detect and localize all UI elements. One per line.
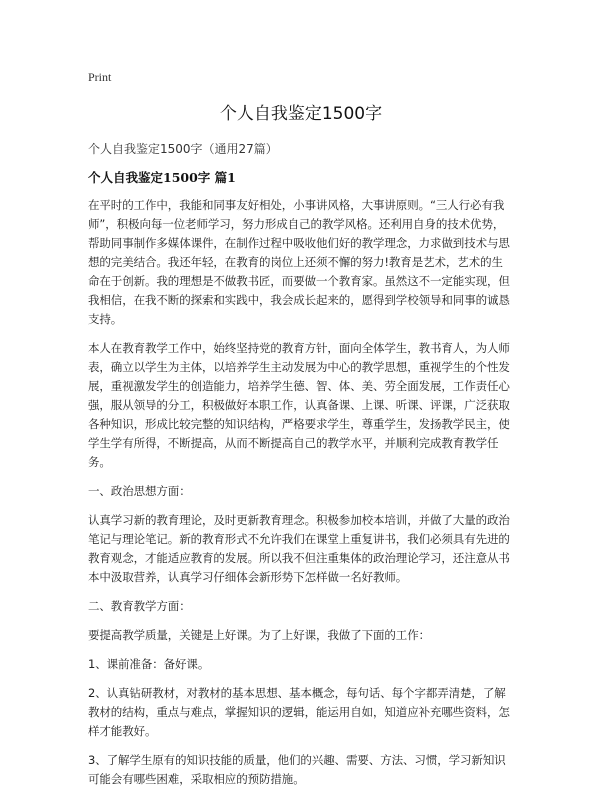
- print-link[interactable]: Print: [88, 70, 112, 84]
- paragraph-2: 本人在教育教学工作中，始终坚持党的教育方针，面向全体学生，教书育人，为人师表，确立以学生为主体，以培养学生主动发展为中心的教学思想，重视学生的个性发展，重视激发学生的创造能力，培养学生德、智、体、美、劳全面发展，工作责任心强，服从领导的分工，积极做好本职工作，认真备课、上课、听课、评课，广泛获取各种知识，形成比较完整的知识结构，严格要求学生，尊重学生，发扬教学民主，使学生学有所得，不断提高，从而不断提高自己的教学水平，并顺利完成教育教学任务。: [88, 341, 510, 469]
- paragraph-5: 1、课前准备：备好课。: [88, 657, 210, 671]
- paragraph-7: 3、了解学生原有的知识技能的质量，他们的兴趣、需要、方法、习惯，学习新知识可能会有哪些困难，采取相应的预防措施。: [88, 753, 506, 786]
- heading-teaching: 二、教育教学方面：: [88, 599, 191, 613]
- paragraph-1: 在平时的工作中，我能和同事友好相处，小事讲风格，大事讲原则。“三人行必有我师”，积极向每一位老师学习，努力形成自己的教学风格。还利用自身的技术优势，帮助同事制作多媒体课件，在制作过程中吸收他们好的教学理念，力求做到技术与思想的完美结合。我还年轻，在教育的岗位上还须不懈的努力!教育是艺术，艺术的生命在于创新。我的理想是不做教书匠，而要做一个教育家。虽然这不一定能实现，但我相信，在我不断的探索和实践中，我会成长起来的，愿得到学校领导和同事的诚恳支持。: [88, 198, 510, 326]
- paragraph-4: 要提高教学质量，关键是上好课。为了上好课，我做了下面的工作：: [88, 628, 430, 642]
- section-title: 个人自我鉴定1500字 篇1: [88, 170, 236, 185]
- document-title: 个人自我鉴定1500字: [219, 104, 383, 124]
- paragraph-3: 认真学习新的教育理论，及时更新教育理念。积极参加校本培训，并做了大量的政治笔记与理论笔记。新的教育形式不允许我们在课堂上重复讲书，我们必须具有先进的教育观念，才能适应教育的发展。所以我不但注重集体的政治理论学习，还注意从书本中汲取营养，认真学习仔细体会新形势下怎样做一名好教师。: [88, 513, 510, 584]
- document-subtitle: 个人自我鉴定1500字（通用27篇）: [88, 142, 278, 156]
- heading-political: 一、政治思想方面：: [88, 484, 191, 498]
- paragraph-6: 2、认真钻研教材，对教材的基本思想、基本概念，每句话、每个字都弄清楚，了解教材的结构，重点与难点，掌握知识的逻辑，能运用自如，知道应补充哪些资料，怎样才能教好。: [88, 686, 510, 738]
